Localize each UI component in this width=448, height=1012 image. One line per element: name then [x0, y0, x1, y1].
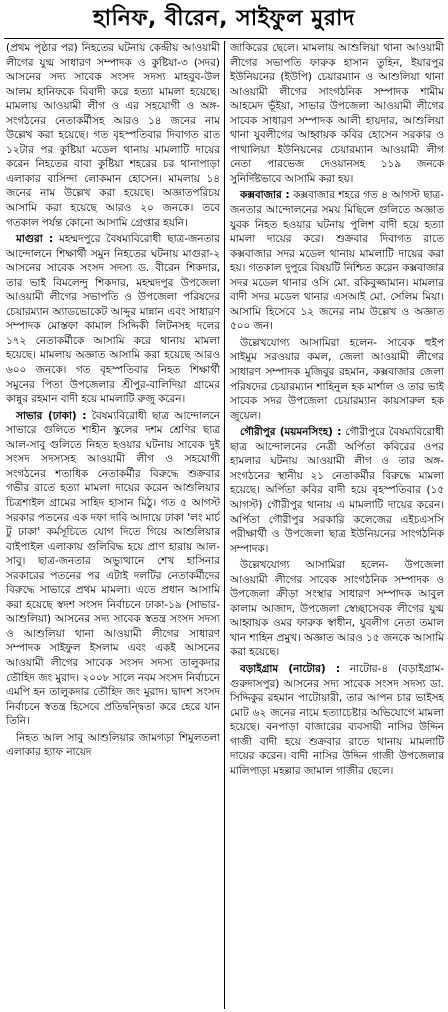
left-column — [6, 41, 220, 1009]
paragraph — [230, 336, 444, 423]
paragraph-text: উল্লেখযোগ্য আসামিরা হলেন- উপজেলা আওয়ামী লীগের সাবেক সাংগঠনিক সম্পাদক ও উপজেলা ক্রীড়া সংস্থার সাধারণ সম্পাদক আবুল কালাম আজাদ, উপজেলা স্বেচ্ছাসেবক লীগের যুগ্ম আহ্বায়ক ওমর ফারুক স্বাধীন, যুবলীগ নেতা তমাল খান শাহিন প্রমুখ। অজ্ঞাত আরও ১৫ জনকে আসামি করা হয়েছে। — [230, 559, 444, 659]
dateline: মাগুরা : — [16, 233, 54, 246]
paragraph-text: কক্সবাজার শহরে গত ৪ আগস্ট ছাত্র-জনতার আন্দোলনের সময় মিছিলে গুলিতে অজ্ঞাত যুবক নিহত হওয়ার ঘটনায় পুলিশ বাদী হয়ে হত্যা মামলা দায়ের করে। শুক্রবার দিবাগত রাতে কক্সবাজার সদর মডেল থানায় মামলাটি দায়ের করা হয়। গতকাল দুপুরে বিষয়টি নিশ্চিত করেন কক্সবাজার সদর মডেল থানার ওসি মো. রকিবুজ্জামান। মামলার বাদী সদর মডেল থানার এসআই মো. সেলিম মিয়া। আসামি হিসেবে ১২ জনের নাম উল্লেখ ও অজ্ঞাত ৫০০ জন। — [230, 189, 444, 333]
paragraph-text: মহম্মদপুরে বৈষম্যবিরোধী ছাত্র-জনতার আন্দোলনে শিক্ষার্থী সমুন নিহতের ঘটনায় মাগুরা-২ আসনের সাবেক সংসদ সদস্য ড. বীরেন শিকদার, তার ভাই বিমলেন্দু শিকদার, মহম্মদপুর উপজেলা আওয়ামী লীগের সভাপতি ও উপজেলা পরিষদের চেয়ারম্যান অ্যাডভোকেট আব্দুর মান্নান এবং সাধারণ সম্পাদক মোস্তফা কামাল সিদ্দিকী লিটনসহ দলের ১৭২ নেতাকর্মীকে আসামি করে থানায় মামলা হয়েছে। মামলায় অজ্ঞাত আসামি করা হয়েছে আরও ৬০০ জনকে। গত বৃহস্পতিবার নিহত শিক্ষার্থী সমুনের পিতা উপজেলার শ্রীপুর-বালিদিয়া গ্রামের কান্নুর রহমান বাদী হয়ে মামলাটি রুজু করেন। — [6, 233, 220, 406]
dateline: বড়াইগ্রাম (নাটোর) : — [240, 662, 340, 675]
paragraph — [230, 558, 444, 660]
paragraph — [230, 41, 444, 186]
paragraph — [6, 731, 220, 760]
dateline: গৌরীপুর (ময়মনসিংহ) : — [240, 426, 342, 439]
paragraph — [230, 662, 444, 778]
paragraph-text: (প্রথম পৃষ্ঠার পর) নিহতের ঘটনায় কেন্দ্রীয় আওয়ামী লীগের যুগ্ম সাধারণ সম্পাদক ও কুষ্টিয়া-৩ (সদর) আসনের সদ্য সাবেক সংসদ সদস্য মাহবুব-উল আলম হানিফকে বিবাদী করে হত্যা মামলা হয়েছে। মামলায় আওয়ামী লীগ ও এর সহযোগী ও অঙ্গ-সংগঠনের নেতাকর্মীসহ আরও ১৪ জনের নাম উল্লেখ করা হয়েছে। গত বৃহস্পতিবার দিবাগত রাত ১২টার পর কুষ্টিয়া মডেল থানায় মামলাটি দায়ের করেন নিহতের বাবা কুষ্টিয়া শহরের চর থানাপাড়া এলাকার বাসিন্দা লোকমান হোসেন। মামলায় ১৪ জনের নাম উল্লেখ করা হয়েছে। অজ্ঞাতপরিচয় আসামি করা হয়েছে আরও ২০ জনকে। তবে গতকাল পর্যন্ত কোনো আসামি গ্রেপ্তার হয়নি। — [6, 42, 220, 229]
paragraph-text: উল্লেখযোগ্য আসামিরা হলেন- সাবেক হুইপ সাইমুম সরওয়ার কমল, জেলা আওয়ামী লীগের সাধারণ সম্পাদক মুজিবুর রহমান, কক্সবাজার জেলা পরিষদের চেয়ারম্যান শাহিনুল হক মার্শাল ও তার ভাই সাবেক সদর উপজেলা চেয়ারম্যান কায়সারুল হক জুয়েল। — [230, 336, 444, 422]
dateline: কক্সবাজার : — [240, 189, 290, 202]
paragraph-text: নাটোর-৪ (বড়াইগ্রাম-গুরুদাসপুর) আসনের সদ্য সাবেক সংসদ সদস্য ডা. সিদ্দিকুর রহমান পাটোয়ারী, তার আপন চার ভাইসহ মোট ৬২ জনের নামে হত্যাচেষ্টার অভিযোগে মামলা হয়েছে। বনপাড়া বাজারের ব্যবসায়ী নাসির উদ্দিন গাজী বাদী হয়ে শুক্রবার রাতে থানায় মামলাটি দায়ের করেন। বাদী নাসির উদ্দিন গাজী উপজেলার মালিপাড়া মহল্লার জামাল গাজীর ছেলে। — [230, 662, 444, 777]
column-divider — [224, 41, 225, 1009]
headline-rule — [4, 38, 444, 39]
headline: হানিফ, বীরেন, সাইফুল মুরাদ — [93, 5, 355, 31]
paragraph — [6, 41, 220, 230]
paragraph — [230, 188, 444, 333]
paragraph — [6, 409, 220, 729]
paragraph — [6, 232, 220, 407]
paragraph-text: জাকিরের ছেলে। মামলায় আশুলিয়া থানা আওয়ামী লীগের সভাপতি ফারুক হাসান তুহিন, ইয়ারপুর ইউনিয়নের (ইউপি) চেয়ারম্যান ও আশুলিয়া থানা আওয়ামী লীগের সাংগঠনিক সম্পাদক শামীম আহমেদ ভূঁইয়া, সাভার উপজেলা আওয়ামী লীগের সাবেক সাধারণ সম্পাদক আলী হায়দার, আশুলিয়া থানা যুবলীগের আহ্বায়ক কবির হোসেন সরকার ও পাথালিয়া ইউনিয়নের চেয়ারম্যান আওয়ামী লীগ নেতা পারভেজ দেওয়ানসহ ১১৯ জনকে সুনির্দিষ্টভাবে আসামি করা হয়। — [230, 42, 444, 185]
right-column — [230, 41, 444, 1009]
paragraph-text: গৌরীপুরে বৈষম্যবিরোধী ছাত্র আন্দোলনের নেত্রী অর্পিতা কবিরের ওপর হামলার ঘটনায় আওয়ামী লীগ ও তার অঙ্গ-সংগঠনের স্থানীয় ২১ নেতাকর্মীর বিরুদ্ধে মামলা হয়েছে। অর্পিতা কবির বাদী হয়ে বৃহস্পতিবার (১৫ আগস্ট) গৌরীপুর থানায় এ মামলাটি দায়ের করেন। অর্পিতা গৌরীপুর সরকারি কলেজের এইচএসসি পরীক্ষার্থী ও উপজেলা ছাত্র ইউনিয়নের সাংগঠনিক সম্পাদক। — [230, 426, 444, 555]
dateline: সাভার (ঢাকা) : — [16, 409, 87, 422]
paragraph-text: বৈষম্যবিরোধী ছাত্র আন্দোলনে সাভারে গুলিতে শাহীন স্কুলের দশম শ্রেণির ছাত্র আল-সাবু গুলিতে নিহত হওয়ার ঘটনায় সাবেক দুই সংসদ সদস্যসহ আওয়ামী লীগ ও সহযোগী সংগঠনের শতাধিক নেতাকর্মীর বিরুদ্ধে শুক্রবার গভীর রাতে হত্যা মামলা দায়ের করেন আশুলিয়ার চিত্রশাইল গ্রামের সাহিদ হাসান মিঠু। গত ৫ আগস্ট সরকার পতনের এক দফা দাবি আদায়ে ঢাকা 'লং মার্চ টু ঢাকা' কর্মসূচিতে যোগ দিতে গিয়ে আশুলিয়ার বাইপাইল এলাকায় গুলিবিদ্ধ হয়ে প্রাণ হারায় আল-সাবু। ছাত্র-জনতার অভ্যুত্থানে শেখ হাসিনার সরকারের পতনের পর এটাই দলটির নেতাকর্মীদের বিরুদ্ধে সাভারে প্রথম মামলা। এতে প্রধান আসামি করা হয়েছে স্বদশ সংসদ নির্বাচনে ঢাকা-১৯ (সাভার-আশুলিয়া) আসনের সদ্য সাবেক স্বতন্ত্র সংসদ সদস্য ও আশুলিয়া থানা আওয়ামী লীগের সাধারণ সম্পাদক সাইফুল ইসলাম এবং একই আসনের আওয়ামী লীগের সাবেক সংসদ সদস্য তালুকদার তৌহিদ জং মুরাদ। ২০০৮ সালে নবম সংসদ নির্বাচনে এমপি হন তালুকদার তৌহিদ জং মুরাদ। দ্বাদশ সংসদ নির্বাচনে স্বতন্ত্র হিসেবে প্রতিদ্বন্দ্বিতা করে হেরে যান তিনি। — [6, 409, 220, 728]
paragraph — [230, 425, 444, 556]
paragraph-text: নিহত আল সাবু আশুলিয়ার জামগড়া শিমুলতলা এলাকার হ্যাফ নায়েদ — [6, 731, 220, 759]
